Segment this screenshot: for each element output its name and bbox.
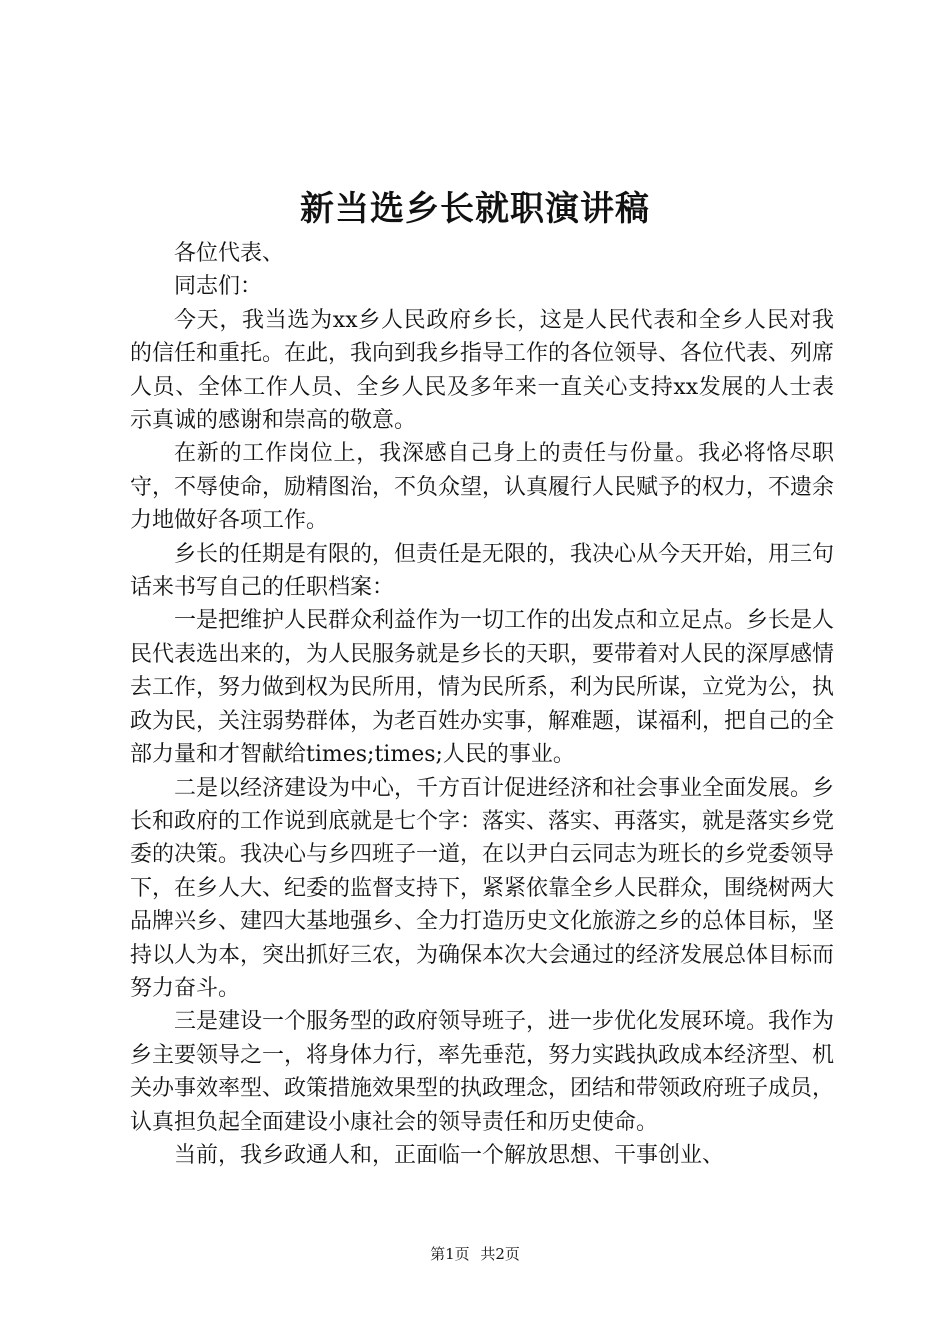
page-total: 共2页 — [480, 1245, 520, 1263]
body-paragraph: 今天，我当选为xx乡人民政府乡长，这是人民代表和全乡人民对我的信任和重托。在此，我向到我乡指导工作的各位领导、各位代表、列席人员、全体工作人员、全乡人民及多年来一直关心支持xx发展的人士表示真诚的感谢和崇高的敬意。 — [130, 307, 835, 434]
body-paragraph: 二是以经济建设为中心，千方百计促进经济和社会事业全面发展。乡长和政府的工作说到底就是七个字：落实、落实、再落实，就是落实乡党委的决策。我决心与乡四班子一道，在以尹白云同志为班长的乡党委领导下，在乡人大、纪委的监督支持下，紧紧依靠全乡人民群众，围绕树两大品牌兴乡、建四大基地强乡、全力打造历史文化旅游之乡的总体目标，坚持以人为本，突出抓好三农，为确保本次大会通过的经济发展总体目标而努力奋斗。 — [130, 775, 835, 1001]
page-number: 第1页 — [430, 1245, 470, 1263]
page-footer — [0, 1244, 950, 1264]
salutation-line: 各位代表、 — [174, 241, 285, 266]
body-paragraph: 当前，我乡政通人和，正面临一个解放思想、干事创业、 — [174, 1142, 725, 1168]
body-paragraph: 乡长的任期是有限的，但责任是无限的，我决心从今天开始，用三句话来书写自己的任职档案： — [130, 541, 835, 601]
body-paragraph: 一是把维护人民群众利益作为一切工作的出发点和立足点。乡长是人民代表选出来的，为人民服务就是乡长的天职，要带着对人民的深厚感情去工作，努力做到权为民所用，情为民所系，利为民所谋，立党为公，执政为民，关注弱势群体，为老百姓办实事，解难题，谋福利，把自己的全部力量和才智献给times;times;人民的事业。 — [130, 608, 835, 768]
body-paragraph: 三是建设一个服务型的政府领导班子，进一步优化发展环境。我作为乡主要领导之一，将身体力行，率先垂范，努力实践执政成本经济型、机关办事效率型、政策措施效果型的执政理念，团结和带领政府班子成员，认真担负起全面建设小康社会的领导责任和历史使命。 — [130, 1009, 835, 1135]
salutation-line: 同志们： — [174, 274, 263, 300]
page-title: 新当选乡长就职演讲稿 — [300, 189, 650, 229]
body-paragraph: 在新的工作岗位上，我深感自己身上的责任与份量。我必将恪尽职守，不辱使命，励精图治，不负众望，认真履行人民赋予的权力，不遗余力地做好各项工作。 — [130, 441, 835, 534]
document-body — [130, 237, 834, 1172]
